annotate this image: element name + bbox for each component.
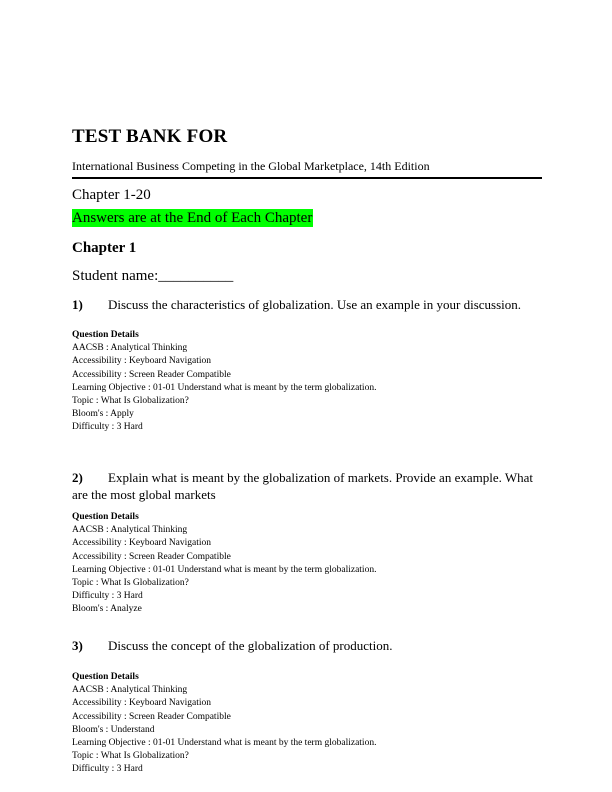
detail-line: Difficulty : 3 Hard	[72, 422, 143, 433]
detail-line: Bloom's : Understand	[72, 724, 155, 735]
question-item	[72, 469, 542, 503]
detail-line: Topic : What Is Globalization?	[72, 396, 189, 407]
detail-line: AACSB : Analytical Thinking	[72, 343, 188, 354]
detail-line: Accessibility : Keyboard Navigation	[72, 698, 212, 709]
student-name-field: Student name:__________	[72, 268, 234, 284]
question-number: 1)	[72, 297, 83, 312]
detail-line: Learning Objective : 01-01 Understand what is meant by the term globalization.	[72, 382, 377, 393]
question-details	[72, 671, 376, 777]
question-text: Discuss the characteristics of globalization. Use an example in your discussion.	[108, 297, 522, 312]
question-text: Discuss the concept of the globalization of production.	[108, 638, 393, 653]
question-number: 2)	[72, 470, 83, 485]
detail-line: Bloom's : Apply	[72, 409, 134, 420]
detail-line: Accessibility : Keyboard Navigation	[72, 538, 212, 549]
question-number: 3)	[72, 638, 83, 653]
question-details-heading: Question Details	[72, 330, 139, 340]
detail-line: Accessibility : Screen Reader Compatible	[72, 711, 231, 722]
detail-line: Topic : What Is Globalization?	[72, 578, 189, 589]
title-divider	[72, 177, 542, 179]
answers-note-highlight: Answers are at the End of Each Chapter	[72, 210, 313, 226]
document-title: TEST BANK FOR	[72, 126, 228, 147]
detail-line: Accessibility : Screen Reader Compatible	[72, 551, 231, 562]
detail-line: Accessibility : Keyboard Navigation	[72, 356, 212, 367]
question-details	[72, 511, 376, 617]
detail-line: AACSB : Analytical Thinking	[72, 525, 188, 536]
detail-line: Topic : What Is Globalization?	[72, 751, 189, 762]
detail-line: Bloom's : Analyze	[72, 604, 142, 615]
detail-line: Accessibility : Screen Reader Compatible	[72, 369, 231, 380]
detail-line: Learning Objective : 01-01 Understand what is meant by the term globalization.	[72, 564, 377, 575]
chapter-heading: Chapter 1	[72, 240, 137, 256]
detail-line: Difficulty : 3 Hard	[72, 764, 143, 775]
book-subtitle: International Business Competing in the Global Marketplace, 14th Edition	[72, 159, 430, 173]
question-details-heading: Question Details	[72, 672, 139, 682]
question-text: Explain what is meant by the globalization of markets. Provide an example. What are the most global markets	[72, 470, 534, 502]
detail-line: Difficulty : 3 Hard	[72, 591, 143, 602]
question-item	[72, 637, 542, 654]
question-item	[72, 296, 542, 313]
chapter-range: Chapter 1-20	[72, 187, 151, 203]
question-details	[72, 329, 376, 435]
detail-line: AACSB : Analytical Thinking	[72, 685, 188, 696]
question-details-heading: Question Details	[72, 512, 139, 522]
detail-line: Learning Objective : 01-01 Understand what is meant by the term globalization.	[72, 738, 377, 749]
